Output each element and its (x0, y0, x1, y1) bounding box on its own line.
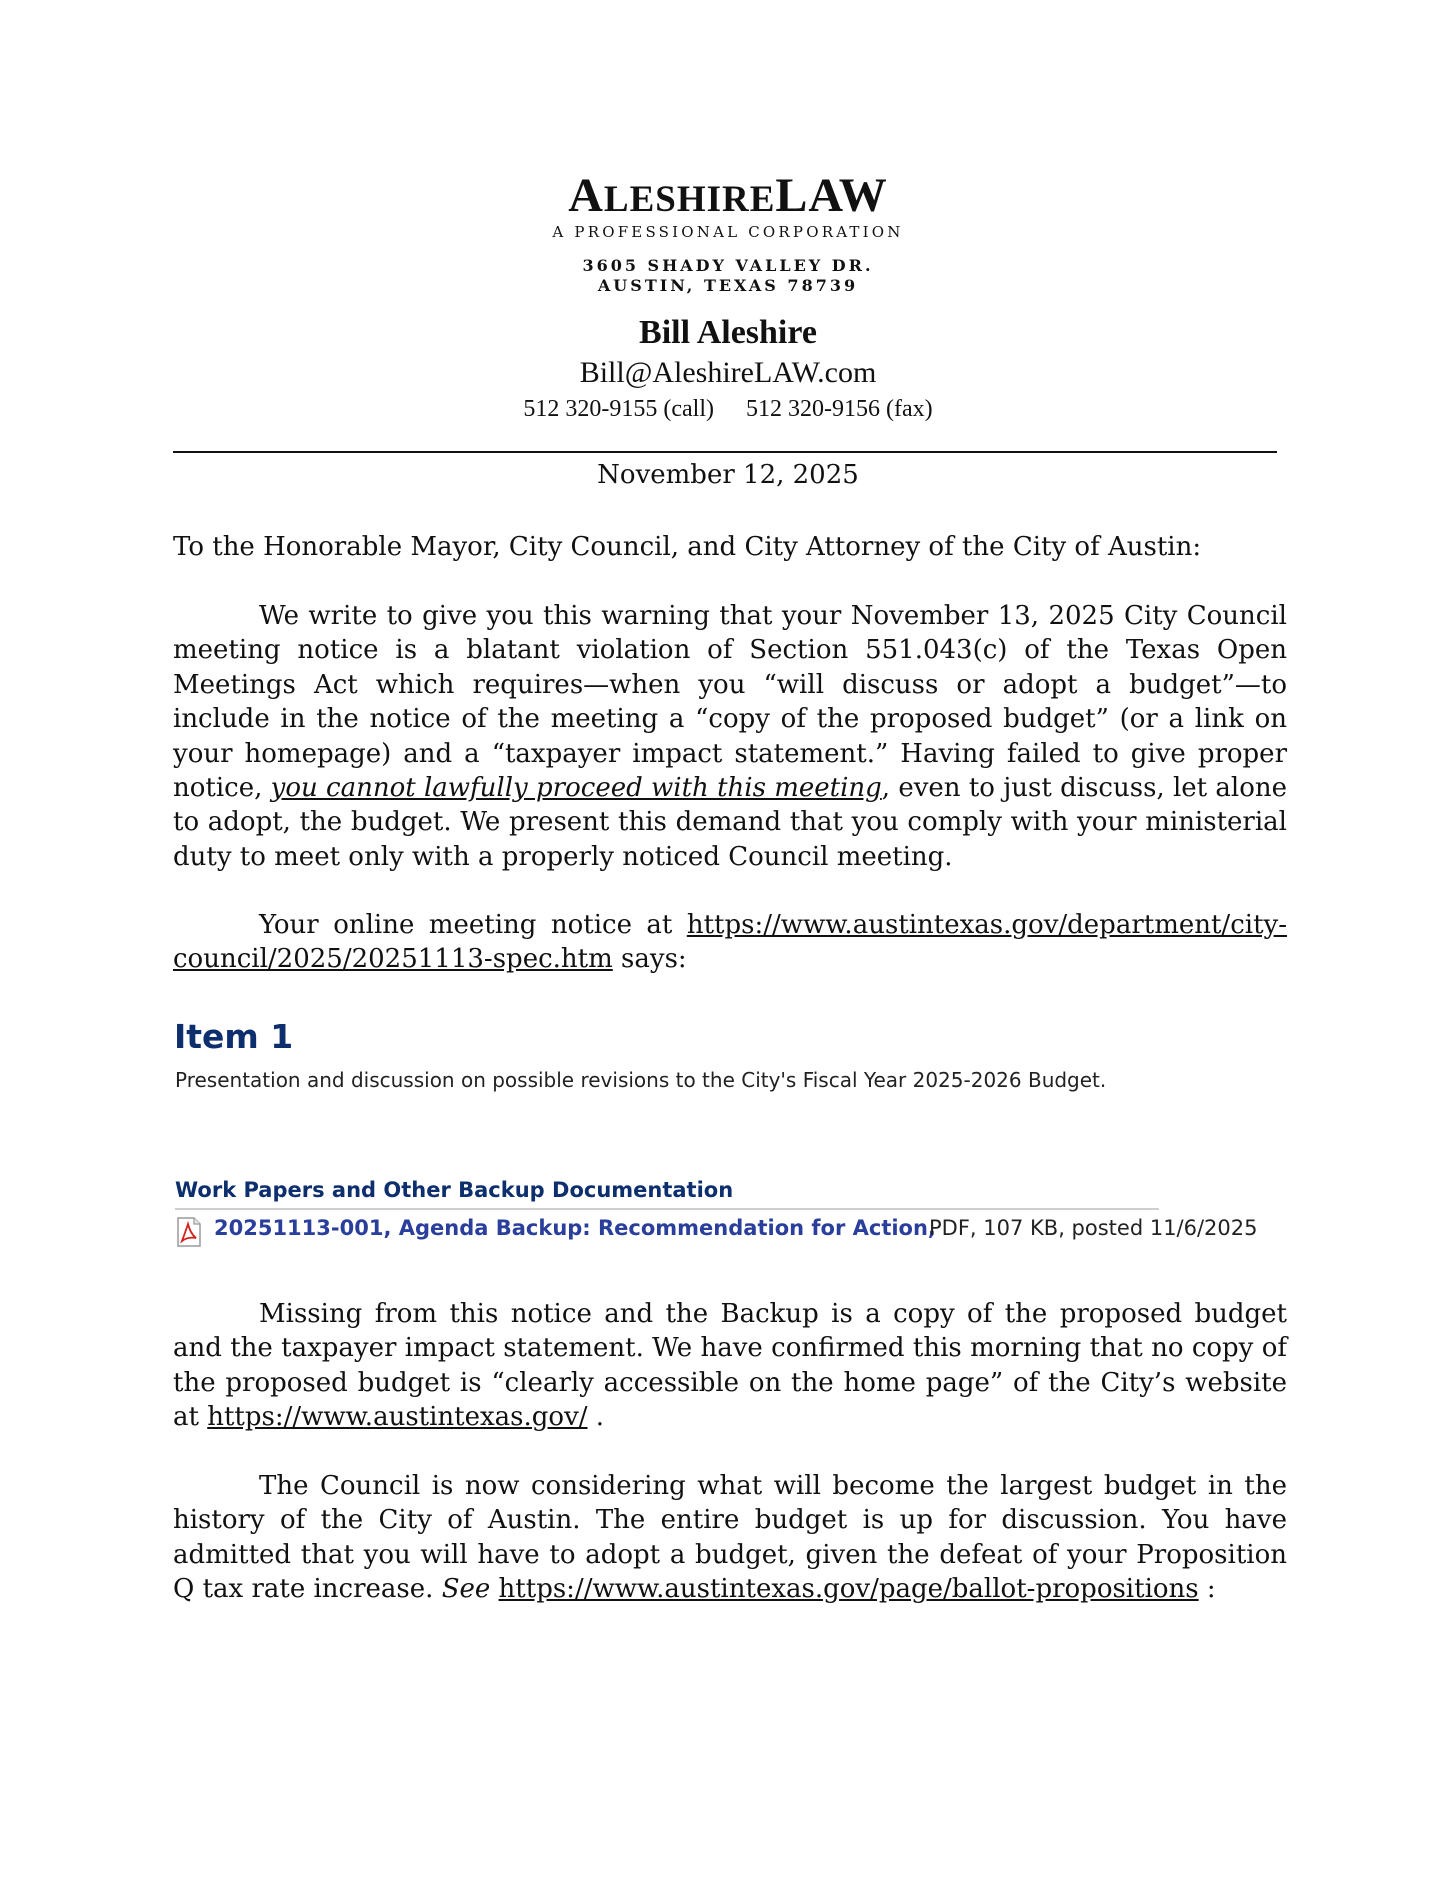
salutation: To the Honorable Mayor, City Council, and City Attorney of the City of Austin: (173, 532, 1202, 562)
city-homepage-link[interactable]: https://www.austintexas.gov/ (207, 1402, 588, 1433)
paragraph-budget (173, 1469, 1287, 1607)
address-line-1: 3605 SHADY VALLEY DR. (582, 256, 874, 275)
firm-name-small: LESHIRE (603, 179, 776, 220)
paragraph-missing-text-a: Missing from this notice and the Backup is a copy of the proposed budget and the taxpayer impact statement. We have confirmed this morning that no copy of the proposed budget is “clearly accessible on the home page” of the City’s website at (173, 1299, 1287, 1433)
see-signal: See (441, 1574, 491, 1605)
phone-fax: 512 320-9156 (fax) (746, 396, 933, 422)
firm-name-cap: A (568, 169, 604, 222)
address-line-2: AUSTIN, TEXAS 78739 (597, 276, 859, 295)
paragraph-warning (173, 599, 1287, 874)
meeting-notice-link[interactable]: https://www.austintexas.gov/department/city-council/2025/20251113-spec.htm (173, 910, 1287, 975)
letter-date: November 12, 2025 (597, 460, 859, 490)
paragraph-notice-text-a: Your online meeting notice at (259, 910, 687, 940)
firm-name-law: LAW (775, 169, 888, 222)
work-papers-divider (175, 1208, 1159, 1210)
item-heading: Item 1 (174, 1017, 294, 1056)
phone-numbers (0, 396, 1456, 423)
paragraph-missing (173, 1297, 1287, 1435)
ballot-propositions-link[interactable]: https://www.austintexas.gov/page/ballot-propositions (498, 1574, 1199, 1605)
paragraph-notice-link (173, 908, 1287, 977)
agenda-backup-meta: PDF, 107 KB, posted 11/6/2025 (929, 1216, 1258, 1240)
pdf-file-icon (176, 1217, 202, 1247)
paragraph-warning-emphasis: you cannot lawfully proceed with this meeting (270, 773, 882, 804)
attorney-email[interactable]: Bill@AleshireLAW.com (579, 356, 877, 389)
phone-call: 512 320-9155 (call) (523, 396, 714, 422)
firm-name (0, 169, 1456, 222)
agenda-backup-link[interactable]: 20251113-001, Agenda Backup: Recommendation for Action, (214, 1216, 936, 1240)
header-divider (173, 451, 1277, 453)
paragraph-notice-text-b: says: (612, 944, 687, 975)
firm-subtitle: A PROFESSIONAL CORPORATION (552, 223, 904, 241)
paragraph-warning-text-b: , even to just discuss, let alone to adopt, the budget. We present this demand that you comply with your ministerial duty to meet only with a properly noticed Council meeting. (173, 773, 1287, 872)
item-description: Presentation and discussion on possible revisions to the City's Fiscal Year 2025-2026 Budget. (175, 1068, 1107, 1092)
paragraph-budget-text-a: The Council is now considering what will become the largest budget in the history of the City of Austin. The entire budget is up for discussion. You have admitted that you will have to adopt a budget, given the defeat of your Proposition Q tax rate increase. (173, 1471, 1287, 1605)
work-papers-heading: Work Papers and Other Backup Documentation (175, 1178, 734, 1202)
paragraph-warning-text-a: We write to give you this warning that your November 13, 2025 City Council meeting notice is a blatant violation of Section 551.043(c) of the Texas Open Meetings Act which requires—when you “will discuss or adopt a budget”—to include in the notice of the meeting a “copy of the proposed budget” (or a link on your homepage) and a “taxpayer impact statement.” Having failed to give proper notice, (173, 601, 1287, 804)
paragraph-missing-text-b: . (587, 1402, 605, 1433)
paragraph-budget-text-b: : (1198, 1574, 1216, 1605)
attorney-name: Bill Aleshire (639, 314, 817, 351)
